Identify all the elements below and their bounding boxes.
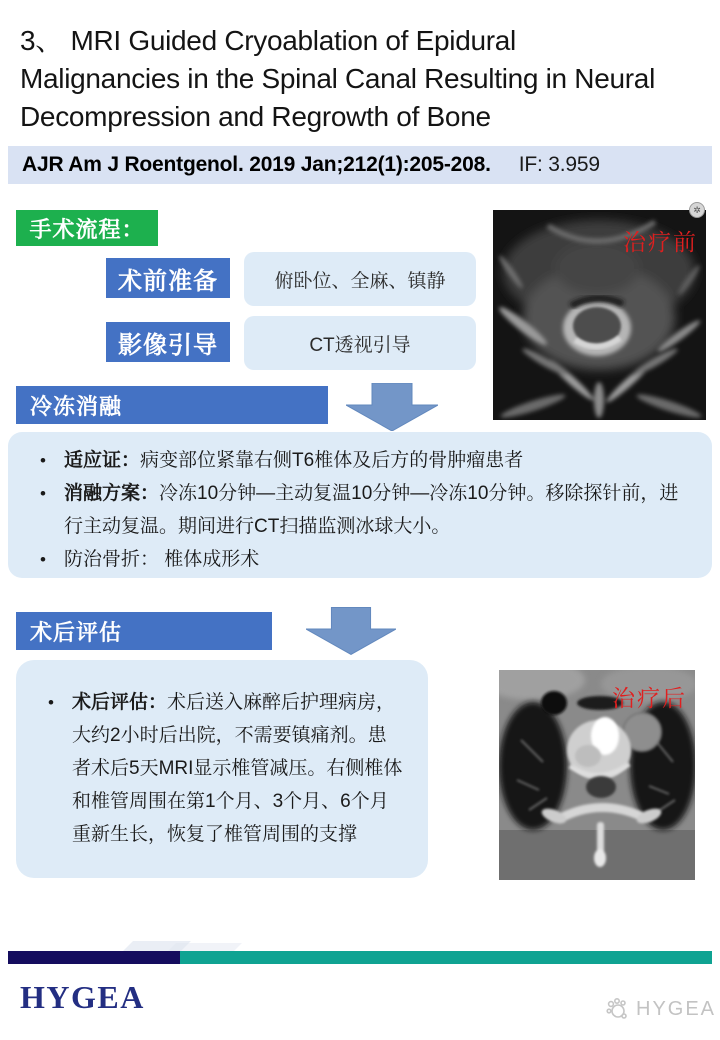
list-item [22, 477, 694, 543]
bullet-body: 椎体成形术 [159, 549, 260, 570]
after-treatment-label: 治疗后 [612, 685, 687, 711]
step-detail-imaging: CT透视引导 [244, 316, 476, 370]
bullet-lead: 消融方案： [64, 483, 160, 504]
bullet-lead: 术后评估： [72, 692, 168, 713]
post-evaluation-bar: 术后评估 [16, 612, 272, 650]
bullet-body: 病变部位紧靠右侧T6椎体及后方的骨肿瘤患者 [140, 450, 524, 471]
bullet-body: 术后送入麻醉后护理病房，大约2小时后出院，不需要镇痛剂。患者术后5天MRI显示椎管减压。右侧椎体和椎管周围在第1个月、3个月、6个月重新生长，恢复了椎管周围的支撑 [72, 692, 403, 845]
list-item [22, 543, 694, 576]
citation-bar [8, 146, 712, 184]
footer-navy-bar [8, 951, 180, 964]
bullet-icon: • [40, 484, 46, 503]
ct-after-image [499, 670, 695, 880]
bullet-icon: • [40, 550, 46, 569]
impact-factor: IF: 3.959 [518, 153, 600, 176]
bullet-lead: 适应证： [64, 450, 141, 471]
list-item [22, 444, 694, 477]
step-label-preop: 术前准备 [106, 258, 230, 298]
page-title: 3、 MRI Guided Cryoablation of Epidural Malignancies in the Spinal Canal Resulting in Neural Decompression and Regrowth of Bone [20, 25, 655, 132]
hygea-watermark [604, 996, 716, 1022]
list-item [30, 686, 404, 851]
before-treatment-label: 治疗前 [623, 229, 698, 255]
bullet-icon: • [40, 451, 46, 470]
post-evaluation-panel [16, 660, 428, 878]
down-arrow-icon [346, 383, 438, 431]
cryoablation-details-panel [8, 432, 712, 578]
cryoablation-bar: 冷冻消融 [16, 386, 328, 424]
flower-icon [604, 996, 630, 1022]
step-label-imaging: 影像引导 [106, 322, 230, 362]
bullet-icon: • [48, 693, 54, 712]
step-detail-preop: 俯卧位、全麻、镇静 [244, 252, 476, 306]
footer-accent-shape [168, 943, 242, 951]
hygea-logo: HYGEA [20, 979, 145, 1015]
mri-before-image [493, 210, 706, 420]
section-badge-procedure: 手术流程： [16, 210, 158, 246]
gear-icon: ✲ [689, 202, 705, 218]
down-arrow-icon [306, 605, 396, 657]
citation-text: AJR Am J Roentgenol. 2019 Jan;212(1):205-208. [22, 153, 491, 176]
watermark-label: HYGEA [636, 997, 717, 1020]
bullet-body: 冷冻10分钟—主动复温10分钟—冷冻10分钟。移除探针前，进行主动复温。期间进行CT扫描监测冰球大小。 [64, 483, 679, 537]
bullet-lead: 防治骨折： [64, 549, 160, 570]
footer-teal-bar [180, 951, 712, 964]
